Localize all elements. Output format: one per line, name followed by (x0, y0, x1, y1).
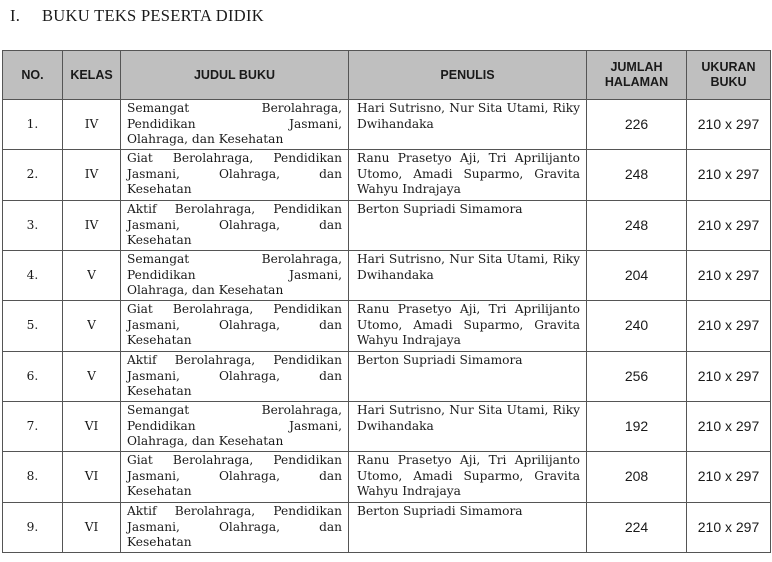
cell-ukuran-buku: 210 x 297 (687, 352, 771, 402)
cell-penulis (349, 352, 587, 402)
cell-penulis (349, 100, 587, 150)
cell-jumlah-halaman: 240 (587, 301, 687, 352)
cell-kelas: V (63, 251, 121, 301)
table-row (3, 352, 771, 402)
penulis-line: Berton Supriadi Simamora (357, 353, 523, 367)
cell-kelas: IV (63, 100, 121, 150)
judul-line: Kesehatan (127, 384, 192, 398)
cell-ukuran-buku: 210 x 297 (687, 301, 771, 352)
judul-line: Kesehatan (127, 333, 192, 347)
table-row (3, 452, 771, 503)
judul-line: Giat Berolahraga, Pendidikan (127, 453, 342, 467)
cell-ukuran-buku: 210 x 297 (687, 100, 771, 150)
cell-jumlah-halaman: 256 (587, 352, 687, 402)
cell-penulis (349, 452, 587, 503)
judul-line: Olahraga, dan Kesehatan (127, 434, 284, 448)
header-ukuran-line1: UKURAN (701, 60, 756, 74)
cell-penulis (349, 301, 587, 352)
cell-no: 1. (3, 100, 63, 150)
header-penulis: PENULIS (349, 51, 587, 100)
judul-line: Jasmani, Olahraga, dan (127, 317, 342, 332)
cell-penulis (349, 150, 587, 201)
cell-jumlah-halaman: 204 (587, 251, 687, 301)
judul-line: Jasmani, Olahraga, dan (127, 468, 342, 483)
cell-penulis (349, 402, 587, 452)
judul-line: Semangat Berolahraga, (127, 403, 342, 417)
cell-jumlah-halaman: 192 (587, 402, 687, 452)
cell-kelas: VI (63, 503, 121, 553)
cell-no: 2. (3, 150, 63, 201)
cell-judul-buku (121, 352, 349, 402)
judul-line: Giat Berolahraga, Pendidikan (127, 151, 342, 165)
cell-ukuran-buku: 210 x 297 (687, 503, 771, 553)
penulis-line: Wahyu Indrajaya (357, 182, 461, 196)
cell-judul-buku (121, 201, 349, 251)
book-table (2, 50, 771, 553)
header-ukuran-buku (687, 51, 771, 100)
judul-line: Semangat Berolahraga, (127, 101, 342, 115)
cell-no: 4. (3, 251, 63, 301)
header-kelas: KELAS (63, 51, 121, 100)
header-jumlah-line1: JUMLAH (610, 60, 663, 74)
judul-line: Kesehatan (127, 182, 192, 196)
judul-line: Jasmani, Olahraga, dan (127, 519, 342, 534)
cell-no: 5. (3, 301, 63, 352)
judul-line: Aktif Berolahraga, Pendidikan (127, 353, 342, 367)
cell-no: 9. (3, 503, 63, 553)
judul-line: Kesehatan (127, 535, 192, 549)
table-row (3, 402, 771, 452)
cell-judul-buku (121, 100, 349, 150)
cell-kelas: V (63, 352, 121, 402)
cell-ukuran-buku: 210 x 297 (687, 150, 771, 201)
penulis-line: Berton Supriadi Simamora (357, 202, 523, 216)
header-judul-buku: JUDUL BUKU (121, 51, 349, 100)
cell-jumlah-halaman: 208 (587, 452, 687, 503)
header-ukuran-line2: BUKU (710, 75, 747, 89)
cell-jumlah-halaman: 248 (587, 150, 687, 201)
table-row (3, 301, 771, 352)
judul-line: Jasmani, Olahraga, dan (127, 217, 342, 232)
penulis-line: Ranu Prasetyo Aji, Tri Aprilijanto (357, 302, 580, 316)
penulis-line: Wahyu Indrajaya (357, 484, 461, 498)
cell-judul-buku (121, 251, 349, 301)
cell-kelas: VI (63, 452, 121, 503)
penulis-line: Dwihandaka (357, 116, 434, 131)
cell-kelas: VI (63, 402, 121, 452)
penulis-line: Ranu Prasetyo Aji, Tri Aprilijanto (357, 453, 580, 467)
judul-line: Aktif Berolahraga, Pendidikan (127, 202, 342, 216)
judul-line: Jasmani, Olahraga, dan (127, 368, 342, 383)
penulis-line: Hari Sutrisno, Nur Sita Utami, Riky (357, 101, 580, 115)
judul-line: Jasmani, Olahraga, dan (127, 166, 342, 181)
table-row (3, 100, 771, 150)
penulis-line: Wahyu Indrajaya (357, 333, 461, 347)
judul-line: Kesehatan (127, 233, 192, 247)
cell-kelas: V (63, 301, 121, 352)
judul-line: Kesehatan (127, 484, 192, 498)
table-row (3, 503, 771, 553)
section-number: I. (10, 6, 21, 25)
cell-judul-buku (121, 402, 349, 452)
section-title: BUKU TEKS PESERTA DIDIK (42, 6, 265, 25)
penulis-line: Dwihandaka (357, 418, 434, 433)
section-heading (10, 6, 264, 26)
penulis-line: Dwihandaka (357, 267, 434, 282)
penulis-line: Hari Sutrisno, Nur Sita Utami, Riky (357, 252, 580, 266)
cell-penulis (349, 201, 587, 251)
penulis-line: Utomo, Amadi Suparmo, Gravita (357, 468, 580, 483)
cell-ukuran-buku: 210 x 297 (687, 452, 771, 503)
cell-kelas: IV (63, 201, 121, 251)
cell-ukuran-buku: 210 x 297 (687, 402, 771, 452)
judul-line: Pendidikan Jasmani, (127, 418, 342, 433)
cell-penulis (349, 503, 587, 553)
cell-penulis (349, 251, 587, 301)
header-jumlah-line2: HALAMAN (604, 75, 669, 89)
judul-line: Pendidikan Jasmani, (127, 116, 342, 131)
cell-kelas: IV (63, 150, 121, 201)
judul-line: Giat Berolahraga, Pendidikan (127, 302, 342, 316)
cell-no: 7. (3, 402, 63, 452)
cell-judul-buku (121, 452, 349, 503)
table-header-row (3, 51, 771, 100)
table-row (3, 251, 771, 301)
cell-jumlah-halaman: 226 (587, 100, 687, 150)
penulis-line: Utomo, Amadi Suparmo, Gravita (357, 317, 580, 332)
judul-line: Pendidikan Jasmani, (127, 267, 342, 282)
header-no: NO. (3, 51, 63, 100)
cell-judul-buku (121, 150, 349, 201)
cell-no: 6. (3, 352, 63, 402)
judul-line: Olahraga, dan Kesehatan (127, 283, 284, 297)
cell-ukuran-buku: 210 x 297 (687, 251, 771, 301)
cell-judul-buku (121, 301, 349, 352)
table-row (3, 201, 771, 251)
cell-ukuran-buku: 210 x 297 (687, 201, 771, 251)
penulis-line: Hari Sutrisno, Nur Sita Utami, Riky (357, 403, 580, 417)
penulis-line: Utomo, Amadi Suparmo, Gravita (357, 166, 580, 181)
judul-line: Semangat Berolahraga, (127, 252, 342, 266)
header-jumlah-halaman (587, 51, 687, 100)
judul-line: Aktif Berolahraga, Pendidikan (127, 504, 342, 518)
cell-jumlah-halaman: 224 (587, 503, 687, 553)
cell-no: 8. (3, 452, 63, 503)
cell-jumlah-halaman: 248 (587, 201, 687, 251)
table-row (3, 150, 771, 201)
penulis-line: Berton Supriadi Simamora (357, 504, 523, 518)
cell-no: 3. (3, 201, 63, 251)
judul-line: Olahraga, dan Kesehatan (127, 132, 284, 146)
cell-judul-buku (121, 503, 349, 553)
penulis-line: Ranu Prasetyo Aji, Tri Aprilijanto (357, 151, 580, 165)
